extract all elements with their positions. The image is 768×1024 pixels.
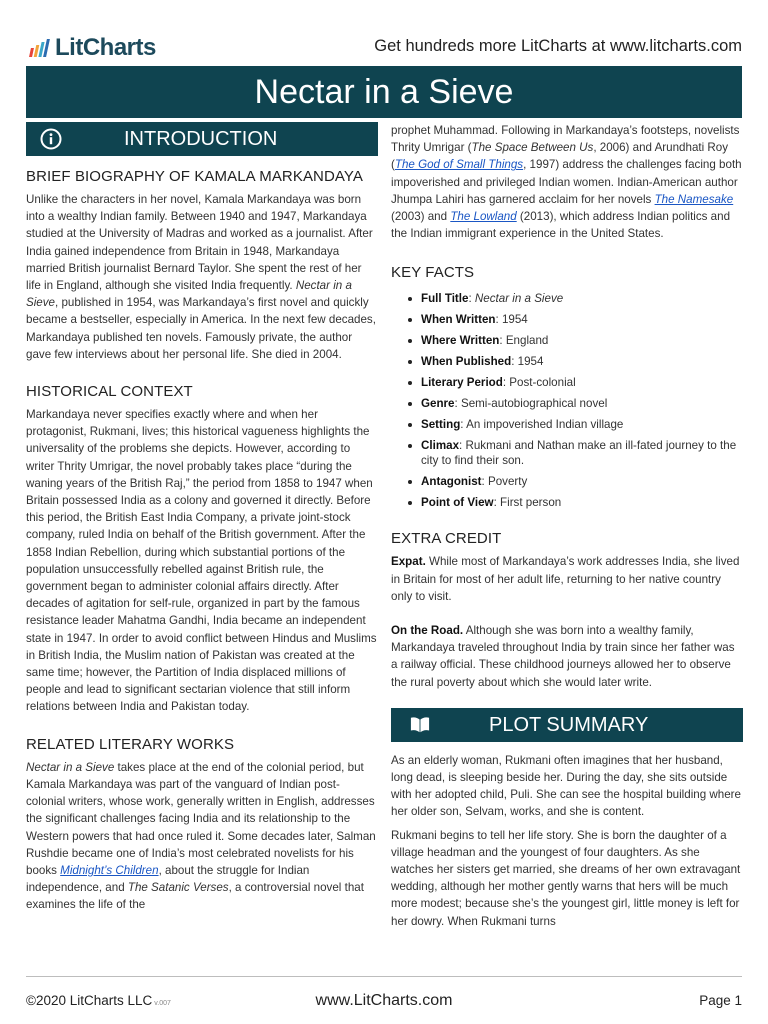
- fact-item: Where Written: England: [391, 333, 743, 348]
- bio-title: Nectar in a Sieve: [26, 279, 352, 310]
- fact-label: When Written: [421, 313, 496, 327]
- fact-item: Literary Period: Post-colonial: [391, 375, 743, 390]
- book-icon: [409, 715, 431, 735]
- key-facts-heading: KEY FACTS: [391, 264, 475, 282]
- bio-paragraph: [26, 191, 378, 363]
- fact-item: Climax: Rukmani and Nathan make an ill-fated journey to the city to find their son.: [391, 438, 743, 468]
- fact-label: Setting: [421, 418, 461, 432]
- related-text-overflow: , a controversial novel that examines the life of the: [26, 881, 364, 912]
- related-text: , 1997) address the challenges facing both impoverished and privileged Indian women. Indian-American author Jhumpa Lahiri has garnered acclaim for her novels: [391, 158, 742, 206]
- related-paragraph-part1: [26, 759, 378, 914]
- fact-label: Genre: [421, 397, 455, 411]
- header-tagline[interactable]: Get hundreds more LitCharts at www.litcharts.com: [374, 37, 742, 55]
- fact-label: Climax: [421, 439, 460, 453]
- fact-item: Full Title: Nectar in a Sieve: [391, 291, 743, 306]
- credit-text: While most of Markandaya’s work addresses India, she lived in Britain for most of her adult life, returning to her native country only to visit.: [391, 555, 740, 603]
- fact-label: Literary Period: [421, 376, 503, 390]
- fact-label: Full Title: [421, 292, 469, 306]
- copyright-text: ©2020 LitCharts LLC: [26, 993, 153, 1008]
- related-text-continued: prophet Muhammad. Following in Markandaya’s footsteps, novelists Thrity Umrigar (: [391, 124, 740, 155]
- fact-value: Poverty: [488, 475, 528, 489]
- related-heading: RELATED LITERARY WORKS: [26, 735, 235, 753]
- fact-value: First person: [500, 496, 562, 510]
- credit-label: On the Road.: [391, 624, 464, 638]
- left-column: [26, 122, 378, 914]
- bio-text: Unlike the characters in her novel, Kamala Markandaya was born into a wealthy Indian family. Between 1940 and 1947, Markandaya studied at the University of Madras and worked as a journalist. After India gained independence from Britain in 1948, Markandaya married British journalist Bernard Taylor. She spent the rest of her life in England, although she visited India frequently.: [26, 193, 373, 293]
- extra-credit-item: [391, 622, 743, 691]
- logo-text: LitCharts: [55, 34, 156, 61]
- introduction-header: [26, 122, 378, 156]
- fact-value: Semi-autobiographical novel: [460, 397, 608, 411]
- related-text: , about the struggle for Indian independence, and: [26, 863, 310, 895]
- related-text: (2013), which address Indian politics and the Indian immigrant experience in the United States.: [391, 210, 731, 241]
- fact-value: England: [505, 334, 549, 348]
- fact-item: Antagonist: Poverty: [391, 474, 743, 489]
- namesake-link[interactable]: The Namesake: [654, 192, 734, 206]
- historical-heading: HISTORICAL CONTEXT: [26, 383, 193, 401]
- litcharts-logo[interactable]: [30, 34, 156, 62]
- related-text: (2003) and: [391, 210, 451, 224]
- midnights-children-link[interactable]: Midnight’s Children: [60, 863, 159, 877]
- fact-item: When Written: 1954: [391, 312, 743, 327]
- related-title: The Space Between Us: [471, 141, 594, 155]
- document-title: Nectar in a Sieve: [26, 66, 742, 118]
- fact-label: Point of View: [421, 496, 494, 510]
- page-header: [26, 30, 742, 64]
- fact-item: Genre: Semi-autobiographical novel: [391, 396, 743, 411]
- plot-paragraph: As an elderly woman, Rukmani often imagines that her husband, long dead, is sleeping beside her. During the day, she sits outside with her adopted child, Puli. She can see the hospital building where her older son, Selvam, works, and she is content.: [391, 753, 741, 819]
- related-text: takes place at the end of the colonial period, but Kamala Markandaya was part of the vanguard of Indian post-colonial writers, whose work, generally written in English, addresses the significant challenges facing India and its relationship to the Western powers that had once ruled it. Some decades later, Salman Rushdie became one of India’s most celebrated novelists for his books: [26, 760, 376, 877]
- footer-site-link[interactable]: www.LitCharts.com: [315, 992, 453, 1009]
- lowland-link[interactable]: The Lowland: [450, 210, 517, 224]
- fact-value: 1954: [517, 355, 544, 369]
- introduction-heading: INTRODUCTION: [124, 128, 278, 150]
- right-column: [391, 122, 743, 928]
- fact-value: Rukmani and Nathan make an ill-fated journey to the city to find their son.: [421, 439, 737, 468]
- related-text: , 2006) and Arundhati Roy (: [391, 141, 729, 172]
- fact-value: Post-colonial: [509, 376, 576, 390]
- page-footer: [26, 976, 742, 1017]
- god-of-small-things-link[interactable]: The God of Small Things: [394, 158, 524, 172]
- related-title: Nectar in a Sieve: [26, 760, 115, 774]
- info-icon: [40, 128, 62, 150]
- fact-value: An impoverished Indian village: [466, 418, 624, 432]
- extra-credit-heading: EXTRA CREDIT: [391, 530, 502, 548]
- fact-item: Setting: An impoverished Indian village: [391, 417, 743, 432]
- related-title: The Satanic Verses: [127, 881, 229, 895]
- plot-paragraph: Rukmani begins to tell her life story. She is born the daughter of a village headman and the youngest of four daughters. As she watches her sisters get married, she dreams of her own extravagant wedding, although her mother gently warns that hers will be much more modest; because she’s the youngest girl, little money is left for her dowry. When Rukmani turns: [391, 828, 741, 928]
- fact-item: When Published: 1954: [391, 354, 743, 369]
- fact-value: 1954: [501, 313, 528, 327]
- historical-paragraph: Markandaya never specifies exactly where and when her protagonist, Rukmani, lives; this historical vagueness highlights the universality of the problems she depicts. However, according to writer Thrity Umrigar, the novel probably takes place “during the waning years of the British Raj,” the period from 1858 to 1947 when Britain possessed India as a colony and governed it directly. Before this period, the British East India Company, a private joint-stock company, ruled India on behalf of the British government. After the 1858 Indian Rebellion, during which substantial portions of the population unsuccessfully rebelled against British rule, the government began to administer colonial affairs directly. After decades of agitation for self-rule, organized in part by the famous resistance leader Mahatma Gandhi, India became an independent state in 1947. In order to avoid conflict between Hindus and Muslims in British India, the Muslim nation of Pakistan was created at the same time; however, the Partition of India displaced millions of people and lead to significant sectarian violence that still inform relations between India and Pakistan today.: [26, 408, 377, 714]
- fact-label: When Published: [421, 355, 512, 369]
- credit-label: Expat.: [391, 555, 426, 569]
- fact-label: Antagonist: [421, 475, 482, 489]
- bio-text: , published in 1954, was Markandaya’s first novel and quickly became a bestseller, especially in America. In the next few decades, Markandaya published ten novels. Famously private, the author gave few interviews about her personal life. She died in 2004.: [26, 296, 376, 361]
- bio-heading: BRIEF BIOGRAPHY OF KAMALA MARKANDAYA: [26, 168, 364, 185]
- logo-bars-icon: [30, 39, 50, 57]
- key-facts-list: [391, 291, 743, 510]
- fact-value: Nectar in a Sieve: [474, 292, 564, 306]
- page-number: Page 1: [699, 993, 742, 1008]
- fact-label: Where Written: [421, 334, 500, 348]
- plot-summary-heading: PLOT SUMMARY: [489, 713, 649, 736]
- extra-credit-item: [391, 553, 743, 605]
- fact-item: Point of View: First person: [391, 495, 743, 510]
- version: v.007: [154, 1000, 171, 1007]
- plot-summary-header: [391, 708, 743, 742]
- related-paragraph-part2: [391, 122, 743, 242]
- credit-text: Although she was born into a wealthy family, Markandaya traveled throughout India by train since her father was a railway official. These childhood journeys allowed her to observe the rural poverty about which she would later write.: [391, 624, 735, 689]
